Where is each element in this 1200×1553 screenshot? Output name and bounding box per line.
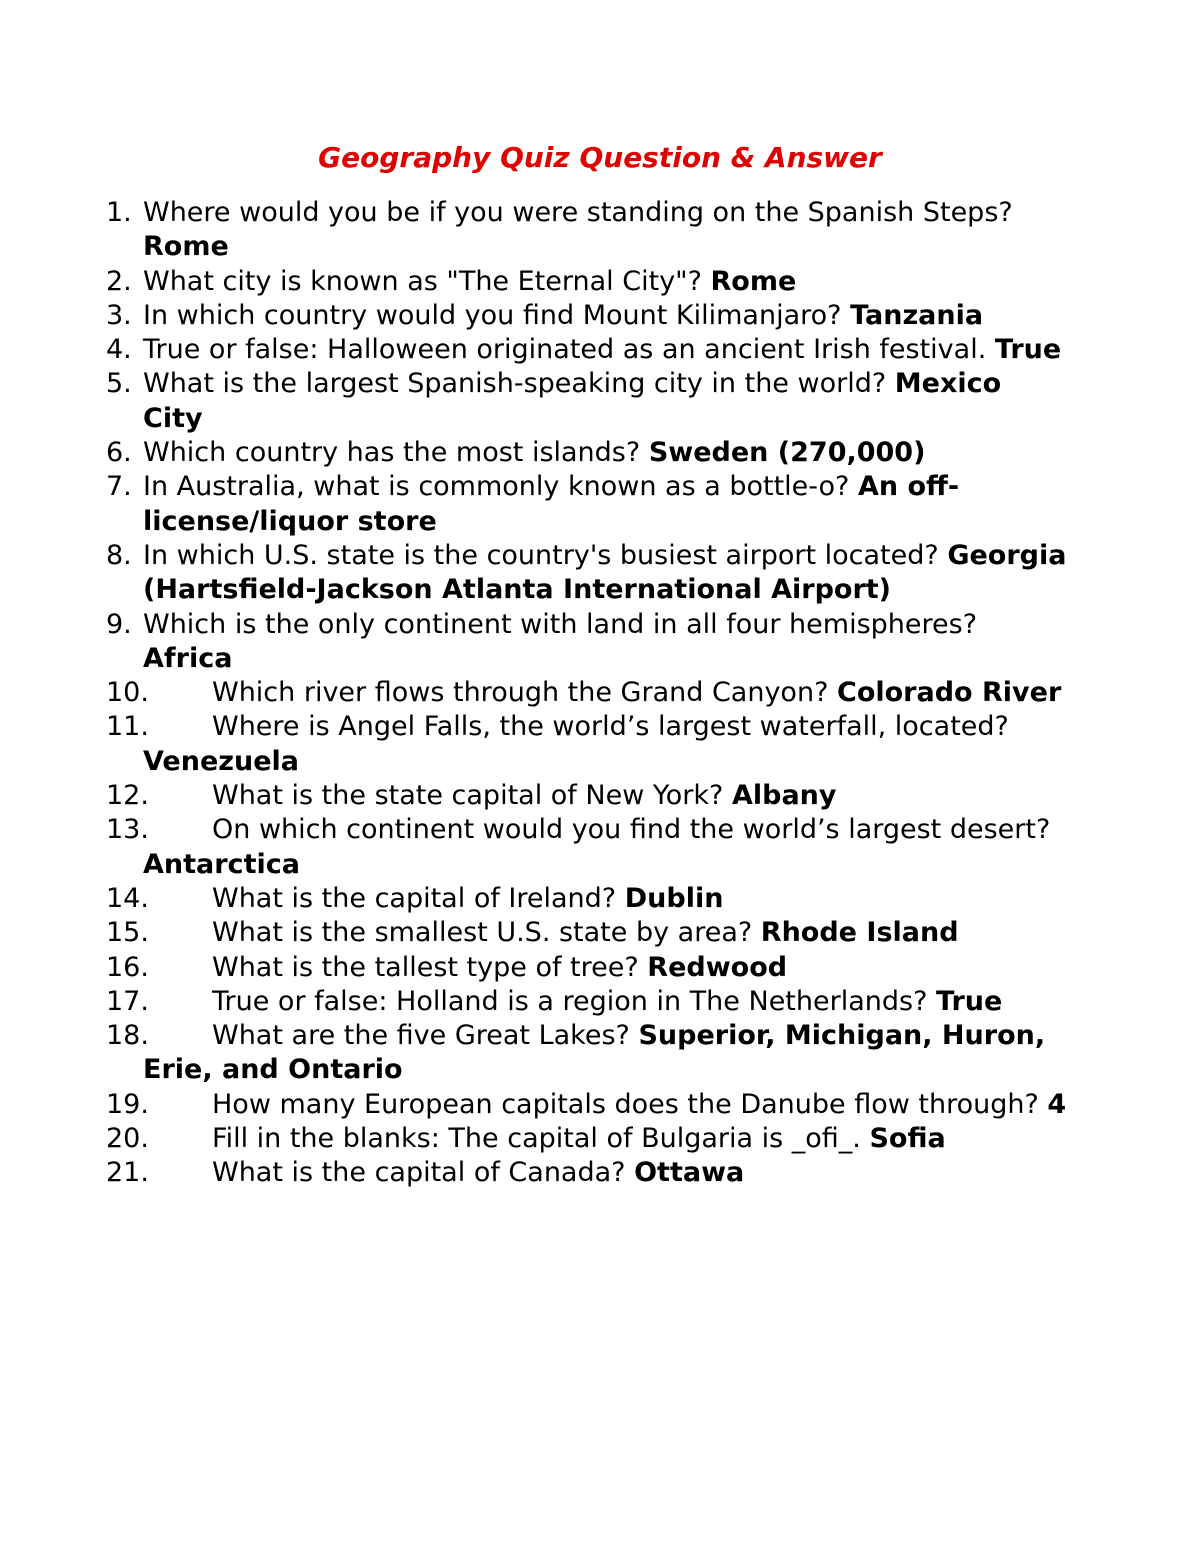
question-text: What is the state capital of New York? [212,780,724,812]
answer-text: Africa [143,642,233,674]
question-number: 9. [106,608,132,640]
answer-text: Rome [710,265,797,297]
answer-text: Rome [143,231,229,263]
question-item [0,470,1200,539]
question-number: 12. [106,780,149,812]
answer-text: Superior, Michigan, Huron, Erie, and Ontario [143,1020,1046,1086]
answer-text: Sweden (270,000) [648,437,926,469]
question-text: What is the capital of Ireland? [212,882,617,914]
question-text: Where is Angel Falls, the world’s largest waterfall, located? [212,711,1009,743]
answer-text: Venezuela [143,745,299,777]
question-number: 19. [106,1088,149,1120]
question-item [0,779,1200,813]
question-text: Fill in the blanks: The capital of Bulgaria is _ofi_. [212,1123,861,1155]
question-item [0,333,1200,367]
answer-text: Tanzania [850,299,984,331]
answer-text: Rhode Island [760,917,959,949]
question-number: 21. [106,1157,149,1189]
question-item [0,951,1200,985]
answer-text: Mexico City [143,368,1002,434]
question-item [0,196,1200,265]
question-text: What is the smallest U.S. state by area? [212,917,753,949]
question-text: How many European capitals does the Danube flow through? [212,1088,1039,1120]
question-item [0,813,1200,882]
question-item [0,1156,1200,1190]
question-number: 8. [106,539,132,571]
answer-text: Dublin [624,882,724,914]
answer-text: Antarctica [143,848,300,880]
answer-text: True [936,985,1003,1017]
answer-text: 4 [1047,1088,1067,1120]
question-number: 5. [106,368,132,400]
question-item [0,916,1200,950]
question-number: 18. [106,1020,149,1052]
question-number: 4. [106,334,132,366]
question-number: 14. [106,882,149,914]
question-text: True or false: Halloween originated as an ancient Irish festival. [143,334,987,366]
question-number: 11. [106,711,149,743]
question-number: 17. [106,985,149,1017]
question-number: 7. [106,471,132,503]
question-item [0,1019,1200,1088]
question-item [0,710,1200,779]
question-item [0,608,1200,677]
question-item [0,1122,1200,1156]
question-text: Which river flows through the Grand Canyon? [212,677,829,709]
question-item [0,539,1200,608]
question-text: Where would you be if you were standing on the Spanish Steps? [143,197,1013,228]
question-number: 3. [106,299,132,331]
question-number: 20. [106,1123,149,1155]
question-number: 16. [106,951,149,983]
answer-text: Ottawa [634,1157,745,1189]
question-text: What are the five Great Lakes? [212,1020,630,1052]
question-text: In which U.S. state is the country's busiest airport located? [143,539,939,571]
answer-text: Colorado River [837,677,1062,709]
question-number: 13. [106,814,149,846]
question-text: What is the capital of Canada? [212,1157,626,1189]
question-text: True or false: Holland is a region in The Netherlands? [212,985,928,1017]
question-text: What is the tallest type of tree? [212,951,639,983]
question-text: In which country would you find Mount Kilimanjaro? [143,299,842,331]
question-item [0,1088,1200,1122]
question-item [0,676,1200,710]
answer-text: Redwood [647,951,788,983]
answer-text: True [994,334,1062,366]
answer-text: Georgia (Hartsfield-Jackson Atlanta International Airport) [143,539,1067,606]
question-text: On which continent would you find the world’s largest desert? [212,814,1051,846]
question-list [0,196,1200,1191]
question-number: 6. [106,437,132,469]
answer-text: An off-license/liquor store [143,471,960,537]
question-item [0,985,1200,1019]
question-number: 10. [106,677,149,709]
question-text: Which country has the most islands? [143,437,641,469]
question-number: 15. [106,917,149,949]
question-item [0,299,1200,333]
question-item [0,367,1200,436]
question-text: Which is the only continent with land in all four hemispheres? [143,608,978,640]
page-title: Geography Quiz Question & Answer [318,141,882,174]
question-item [0,882,1200,916]
answer-text: Albany [731,780,837,812]
answer-text: Sofia [869,1123,946,1155]
question-number: 2. [106,265,132,297]
question-number: 1. [106,197,132,228]
question-text: What city is known as "The Eternal City"? [143,265,702,297]
question-item [0,436,1200,470]
question-text: In Australia, what is commonly known as a bottle-o? [143,471,850,503]
question-text: What is the largest Spanish-speaking city in the world? [143,368,887,400]
question-item [0,265,1200,299]
